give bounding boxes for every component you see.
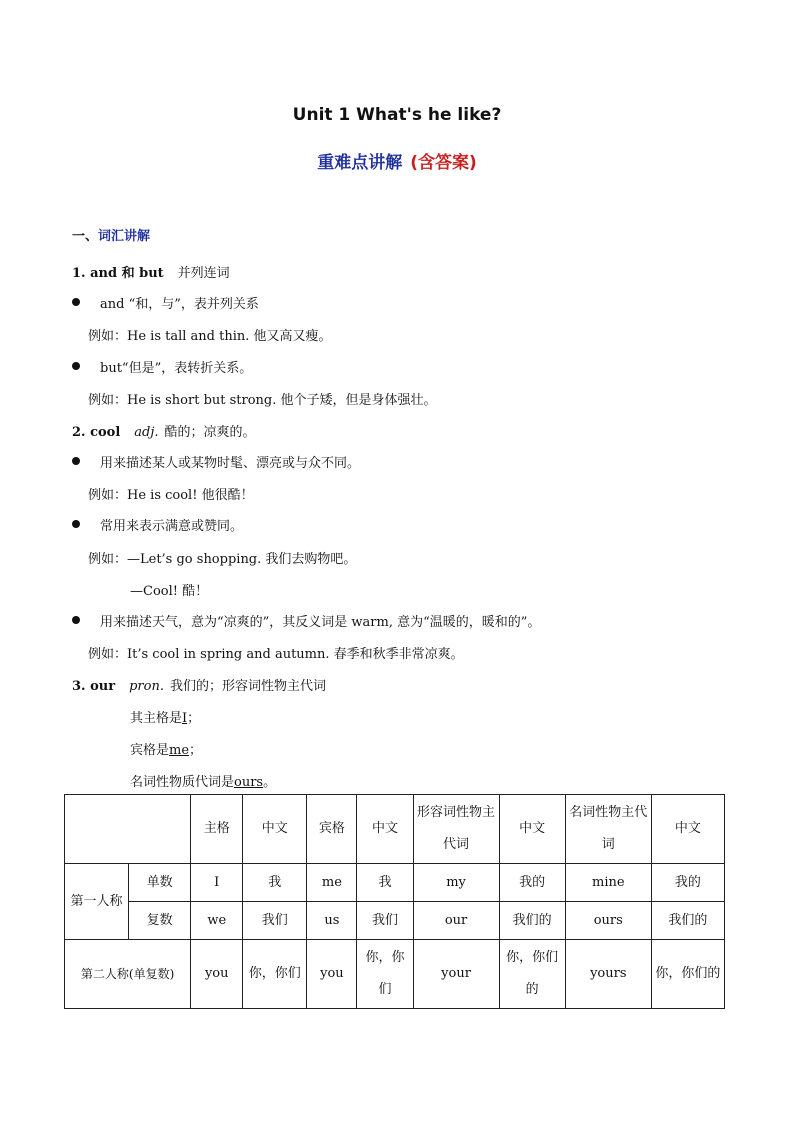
- item1-bullet1: and “和，与”，表并列关系: [100, 297, 259, 312]
- item3-line2-punct: ；: [189, 743, 203, 758]
- table-cell: 我的: [651, 864, 724, 902]
- item3-line2: [130, 739, 202, 758]
- page-subtitle: [0, 148, 794, 173]
- item2-bullet3: 用来描述天气，意为“凉爽的”，其反义词是 warm, 意为“温暖的，暖和的”。: [100, 615, 541, 630]
- item2-bullet1: 用来描述某人或某物时髦、漂亮或与众不同。: [100, 456, 361, 471]
- table-header: 中文: [499, 795, 565, 864]
- item3-line2-text: 宾格是: [130, 743, 170, 758]
- table-cell: me: [307, 864, 357, 902]
- item2-bullet2: 常用来表示满意或赞同。: [100, 519, 244, 534]
- table-subrow-label: 复数: [129, 902, 191, 940]
- item3-line1-text: 其主格是: [130, 711, 183, 726]
- item2-example2-reply: —Cool! 酷！: [130, 584, 209, 599]
- item2-example2: 例如：—Let’s go shopping. 我们去购物吧。: [88, 552, 357, 567]
- table-row: [65, 902, 725, 940]
- table-cell: 我的: [499, 864, 565, 902]
- item3-desc: 我们的；形容词性物主代词: [169, 679, 326, 694]
- item2-pos: adj.: [134, 425, 159, 440]
- item1-word: 1. and 和 but: [72, 266, 164, 281]
- item2-example3: 例如：It’s cool in spring and autumn. 春季和秋季非常凉爽。: [88, 647, 464, 662]
- table-cell: you: [307, 940, 357, 1009]
- item3-line1-word: I: [182, 711, 188, 726]
- section-number: 一、: [72, 229, 99, 244]
- table-cell: 我们的: [499, 902, 565, 940]
- table-cell: 我: [357, 864, 413, 902]
- table-cell: 你，你们: [243, 940, 307, 1009]
- table-cell: 你，你们: [357, 940, 413, 1009]
- table-cell: 我们: [243, 902, 307, 940]
- bullet-icon: [72, 616, 80, 624]
- table-cell: mine: [565, 864, 651, 902]
- table-subrow-label: 单数: [129, 864, 191, 902]
- table-row: [65, 940, 725, 1009]
- item3-pos: pron.: [129, 679, 164, 694]
- table-cell: my: [413, 864, 499, 902]
- item3-line3-punct: 。: [263, 775, 277, 790]
- bullet-icon: [72, 520, 80, 528]
- table-cell: you: [191, 940, 243, 1009]
- table-header: 宾格: [307, 795, 357, 864]
- subtitle-answer: (含答案): [410, 153, 477, 173]
- table-header: 形容词性物主代词: [413, 795, 499, 864]
- table-cell: 你，你们的: [499, 940, 565, 1009]
- table-cell: 我们: [357, 902, 413, 940]
- table-cell: 你，你们的: [651, 940, 724, 1009]
- table-row: [65, 864, 725, 902]
- table-header: 中文: [357, 795, 413, 864]
- item3-word: 3. our: [72, 679, 116, 694]
- table-corner-cell: [65, 795, 191, 864]
- bullet-icon: [72, 298, 80, 306]
- table-cell: our: [413, 902, 499, 940]
- item1-desc: 并列连词: [177, 266, 230, 281]
- bullet-icon: [72, 362, 80, 370]
- section-heading: [72, 225, 150, 244]
- item3-line3-word: ours: [234, 775, 264, 790]
- bullet-icon: [72, 457, 80, 465]
- table-cell: 我们的: [651, 902, 724, 940]
- item3-line1-punct: ；: [187, 711, 201, 726]
- table-header: 中文: [651, 795, 724, 864]
- item2-word: 2. cool: [72, 425, 121, 440]
- item1-heading: [72, 262, 230, 281]
- table-cell: we: [191, 902, 243, 940]
- section-title: 词汇讲解: [98, 229, 151, 244]
- table-header-row: [65, 795, 725, 864]
- table-cell: yours: [565, 940, 651, 1009]
- table-cell: 我: [243, 864, 307, 902]
- item2-heading: [72, 421, 256, 440]
- table-row-label: 第二人称(单复数): [65, 940, 191, 1009]
- item3-line2-word: me: [169, 743, 190, 758]
- table-cell: ours: [565, 902, 651, 940]
- table-cell: I: [191, 864, 243, 902]
- item1-example2: 例如：He is short but strong. 他个子矮，但是身体强壮。: [88, 393, 437, 408]
- item3-heading: [72, 675, 326, 694]
- table-row-label: 第一人称: [65, 864, 129, 940]
- item1-bullet2: but“但是”，表转折关系。: [100, 361, 253, 376]
- table-header: 主格: [191, 795, 243, 864]
- table-cell: us: [307, 902, 357, 940]
- item3-line3-text: 名词性物质代词是: [130, 775, 235, 790]
- item1-example1: 例如：He is tall and thin. 他又高又瘦。: [88, 329, 332, 344]
- subtitle-main: 重难点讲解: [317, 153, 403, 173]
- item3-line3: [130, 771, 276, 790]
- item3-line1: [130, 707, 200, 726]
- page-title: Unit 1 What's he like?: [292, 105, 502, 125]
- table-cell: your: [413, 940, 499, 1009]
- pronoun-table: [64, 794, 725, 1009]
- table-header: 中文: [243, 795, 307, 864]
- item2-desc: 酷的；凉爽的。: [164, 425, 256, 440]
- table-header: 名词性物主代词: [565, 795, 651, 864]
- item2-example1: 例如：He is cool! 他很酷！: [88, 488, 254, 503]
